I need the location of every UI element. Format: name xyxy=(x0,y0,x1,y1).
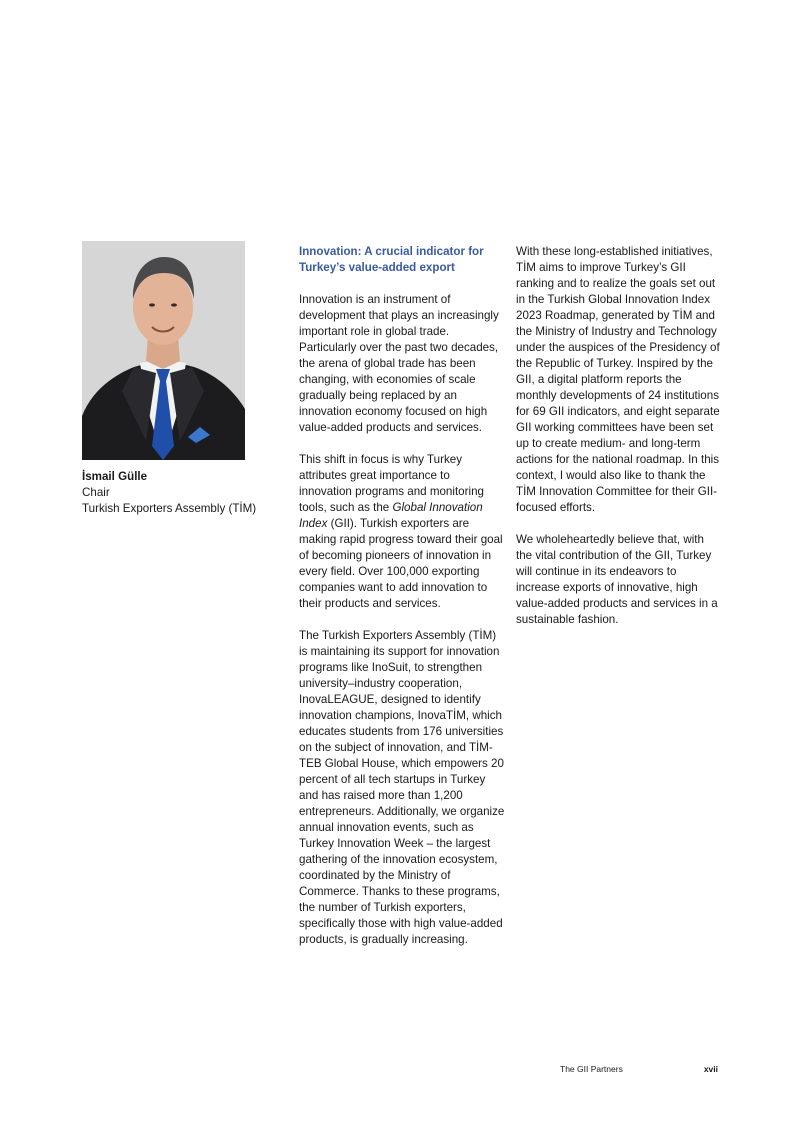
page-number: xvii xyxy=(703,1064,718,1074)
footer-section: The GII Partners xyxy=(560,1064,623,1074)
article-paragraph-1: Innovation is an instrument of development that plays an increasingly important role in global trade. Particularly over the past two decades, the arena of global trade has been changing, with economies of scale gradually being replaced by an innovation economy focused on high value-added products and services. xyxy=(299,293,499,434)
p2-text-start: This shift in focus is why Turkey attributes great importance to innovation programs and monitoring tools, such as the xyxy=(299,453,484,514)
gii-title-italic: Global Innovation Index xyxy=(299,501,483,530)
portrait-photo xyxy=(82,241,245,460)
page-footer xyxy=(560,1063,718,1075)
profile-caption xyxy=(82,469,272,517)
article-column-right xyxy=(516,244,722,644)
profile-role: Chair xyxy=(82,486,110,499)
article-paragraph-5: We wholeheartedly believe that, with the vital contribution of the GII, Turkey will continue in its endeavors to increase exports of innovative, high value-added products and services in a sustainable fashion. xyxy=(516,533,718,626)
article-paragraph-2 xyxy=(299,452,505,612)
article-column-left xyxy=(299,244,505,964)
article-paragraph-3: The Turkish Exporters Assembly (TİM) is maintaining its support for innovation programs like InoSuit, to strengthen university–industry cooperation, InovaLEAGUE, designed to identify innovation champions, InovaTİM, which educates students from 176 universities on the subject of innovation, and TİM-TEB Global House, which empowers 20 percent of all tech startups in Turkey and has raised more than 1,200 entrepreneurs. Additionally, we organize annual innovation events, such as Turkey Innovation Week – the largest gathering of the innovation ecosystem, coordinated by the Ministry of Commerce. Thanks to these programs, the number of Turkish exporters, specifically those with high value-added products, is gradually increasing. xyxy=(299,629,505,946)
profile-name: İsmail Gülle xyxy=(82,470,148,483)
portrait-illustration xyxy=(82,241,245,460)
profile-organization: Turkish Exporters Assembly (TİM) xyxy=(82,502,257,515)
article-paragraph-4: With these long-established initiatives, TİM aims to improve Turkey’s GII ranking and to realize the goals set out in the Turkish Global Innovation Index 2023 Roadmap, generated by TİM and the Ministry of Industry and Technology under the auspices of the Presidency of the Republic of Turkey. Inspired by the GII, a digital platform reports the monthly developments of 24 institutions for 69 GII indicators, and eight separate GII working committees have been set up to create medium- and long-term actions for the national roadmap. In this context, I would also like to thank the TİM Innovation Committee for their GII-focused efforts. xyxy=(516,245,720,514)
p2-text-end: (GII). Turkish exporters are making rapid progress toward their goal of becoming pioneers of innovation in every field. Over 100,000 exporting companies want to add innovation to their products and services. xyxy=(299,517,503,610)
article-heading: Innovation: A crucial indicator for Turkey’s value-added export xyxy=(299,245,484,274)
